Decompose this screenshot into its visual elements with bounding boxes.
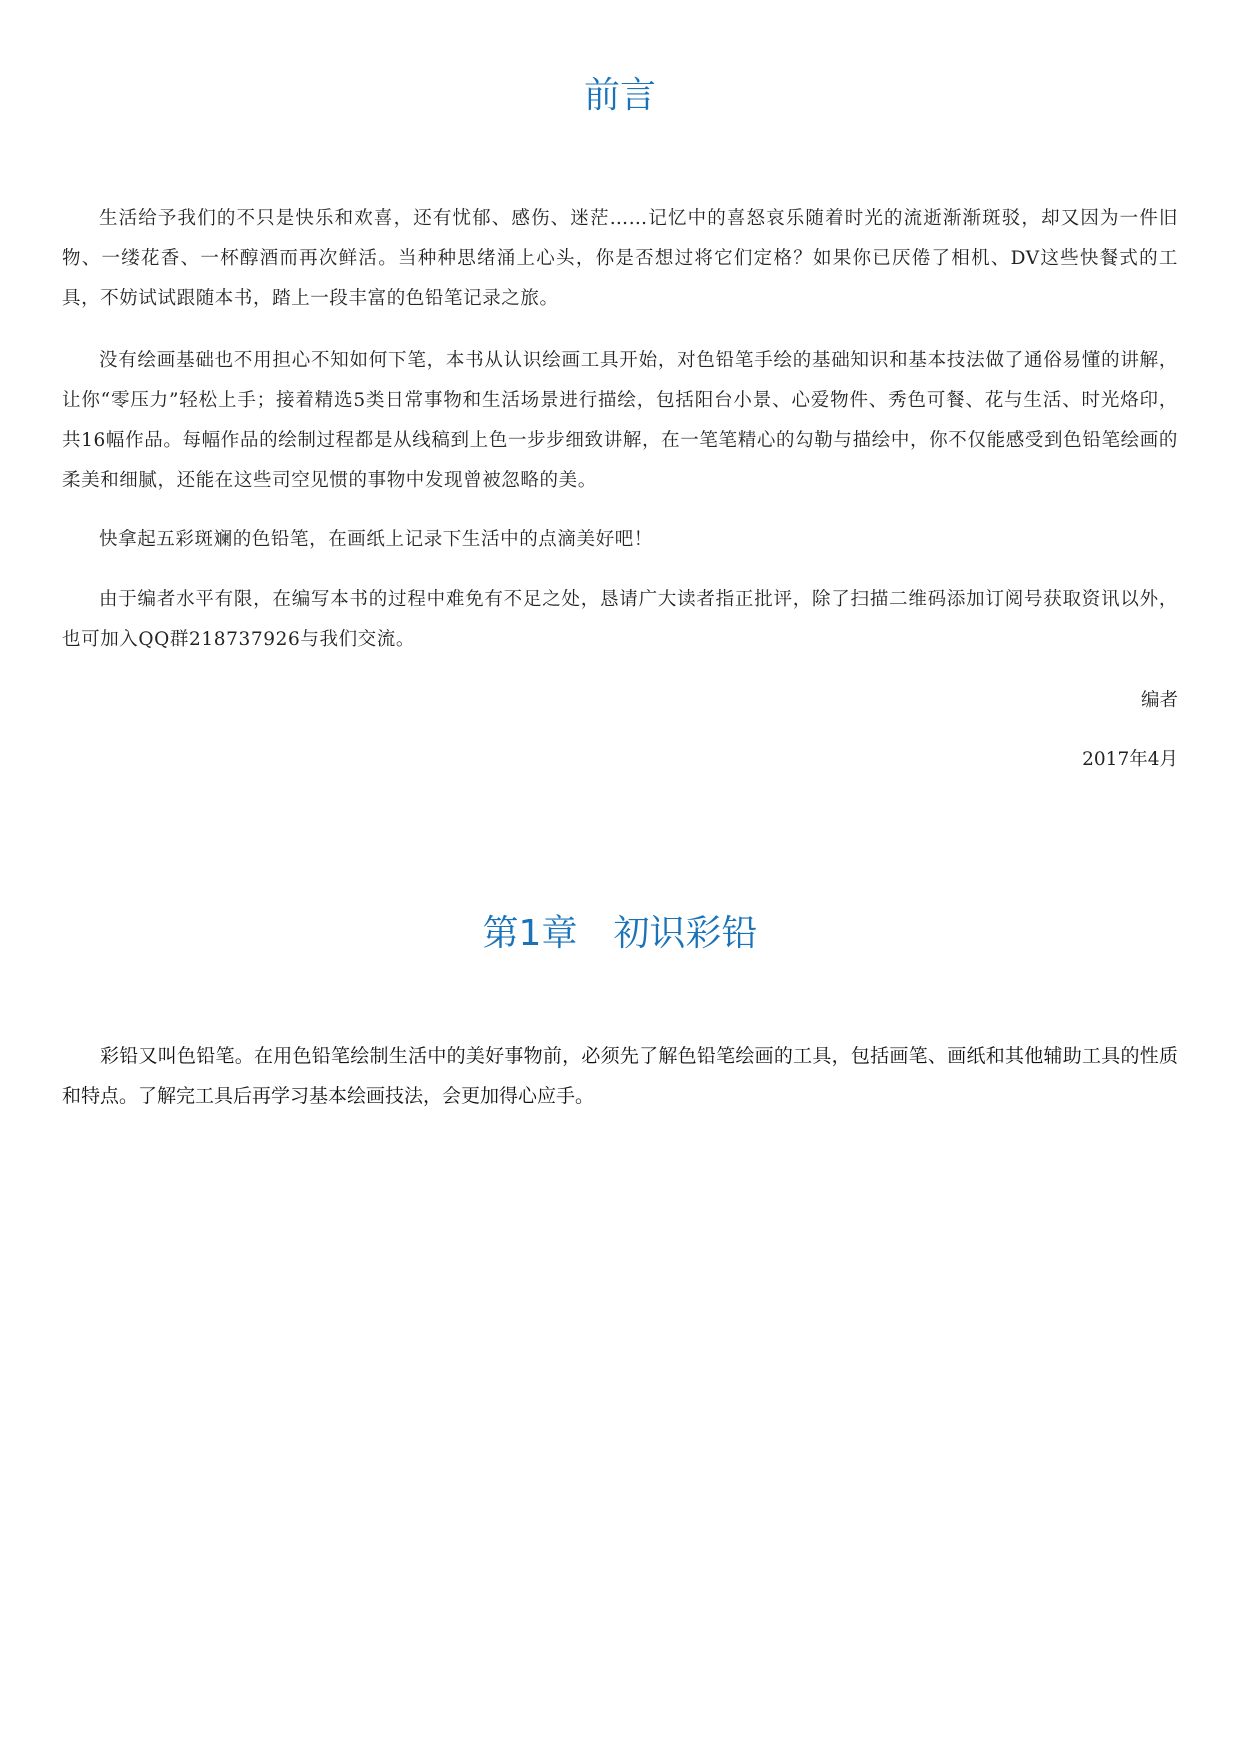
chapter-title: 第1章 初识彩铅 [482, 913, 758, 954]
preface-paragraph-3: 快拿起五彩斑斓的色铅笔，在画纸上记录下生活中的点滴美好吧！ [99, 529, 653, 550]
preface-date: 2017年4月 [1082, 749, 1178, 770]
preface-author: 编者 [1140, 690, 1178, 711]
preface-title: 前言 [583, 75, 656, 116]
preface-paragraph-1: 生活给予我们的不只是快乐和欢喜，还有忧郁、感伤、迷茫……记忆中的喜怒哀乐随着时光的流逝渐渐斑驳，却又因为一件旧物、一缕花香、一杯醇酒而再次鲜活。当种种思绪涌上心头，你是否想过将它们定格？如果你已厌倦了相机、DV这些快餐式的工具，不妨试试跟随本书，踏上一段丰富的色铅笔记录之旅。 [62, 208, 1178, 309]
preface-paragraph-4: 由于编者水平有限，在编写本书的过程中难免有不足之处，恳请广大读者指正批评，除了扫描二维码添加订阅号获取资讯以外，也可加入QQ群218737926与我们交流。 [62, 589, 1178, 650]
preface-paragraph-2: 没有绘画基础也不用担心不知如何下笔，本书从认识绘画工具开始，对色铅笔手绘的基础知识和基本技法做了通俗易懂的讲解，让你“零压力”轻松上手；接着精选5类日常事物和生活场景进行描绘，包括阳台小景、心爱物件、秀色可餐、花与生活、时光烙印，共16幅作品。每幅作品的绘制过程都是从线稿到上色一步步细致讲解，在一笔笔精心的勾勒与描绘中，你不仅能感受到色铅笔绘画的柔美和细腻，还能在这些司空见惯的事物中发现曾被忽略的美。 [62, 350, 1178, 491]
chapter-intro-paragraph: 彩铅又叫色铅笔。在用色铅笔绘制生活中的美好事物前，必须先了解色铅笔绘画的工具，包括画笔、画纸和其他辅助工具的性质和特点。了解完工具后再学习基本绘画技法，会更加得心应手。 [62, 1045, 1178, 1107]
